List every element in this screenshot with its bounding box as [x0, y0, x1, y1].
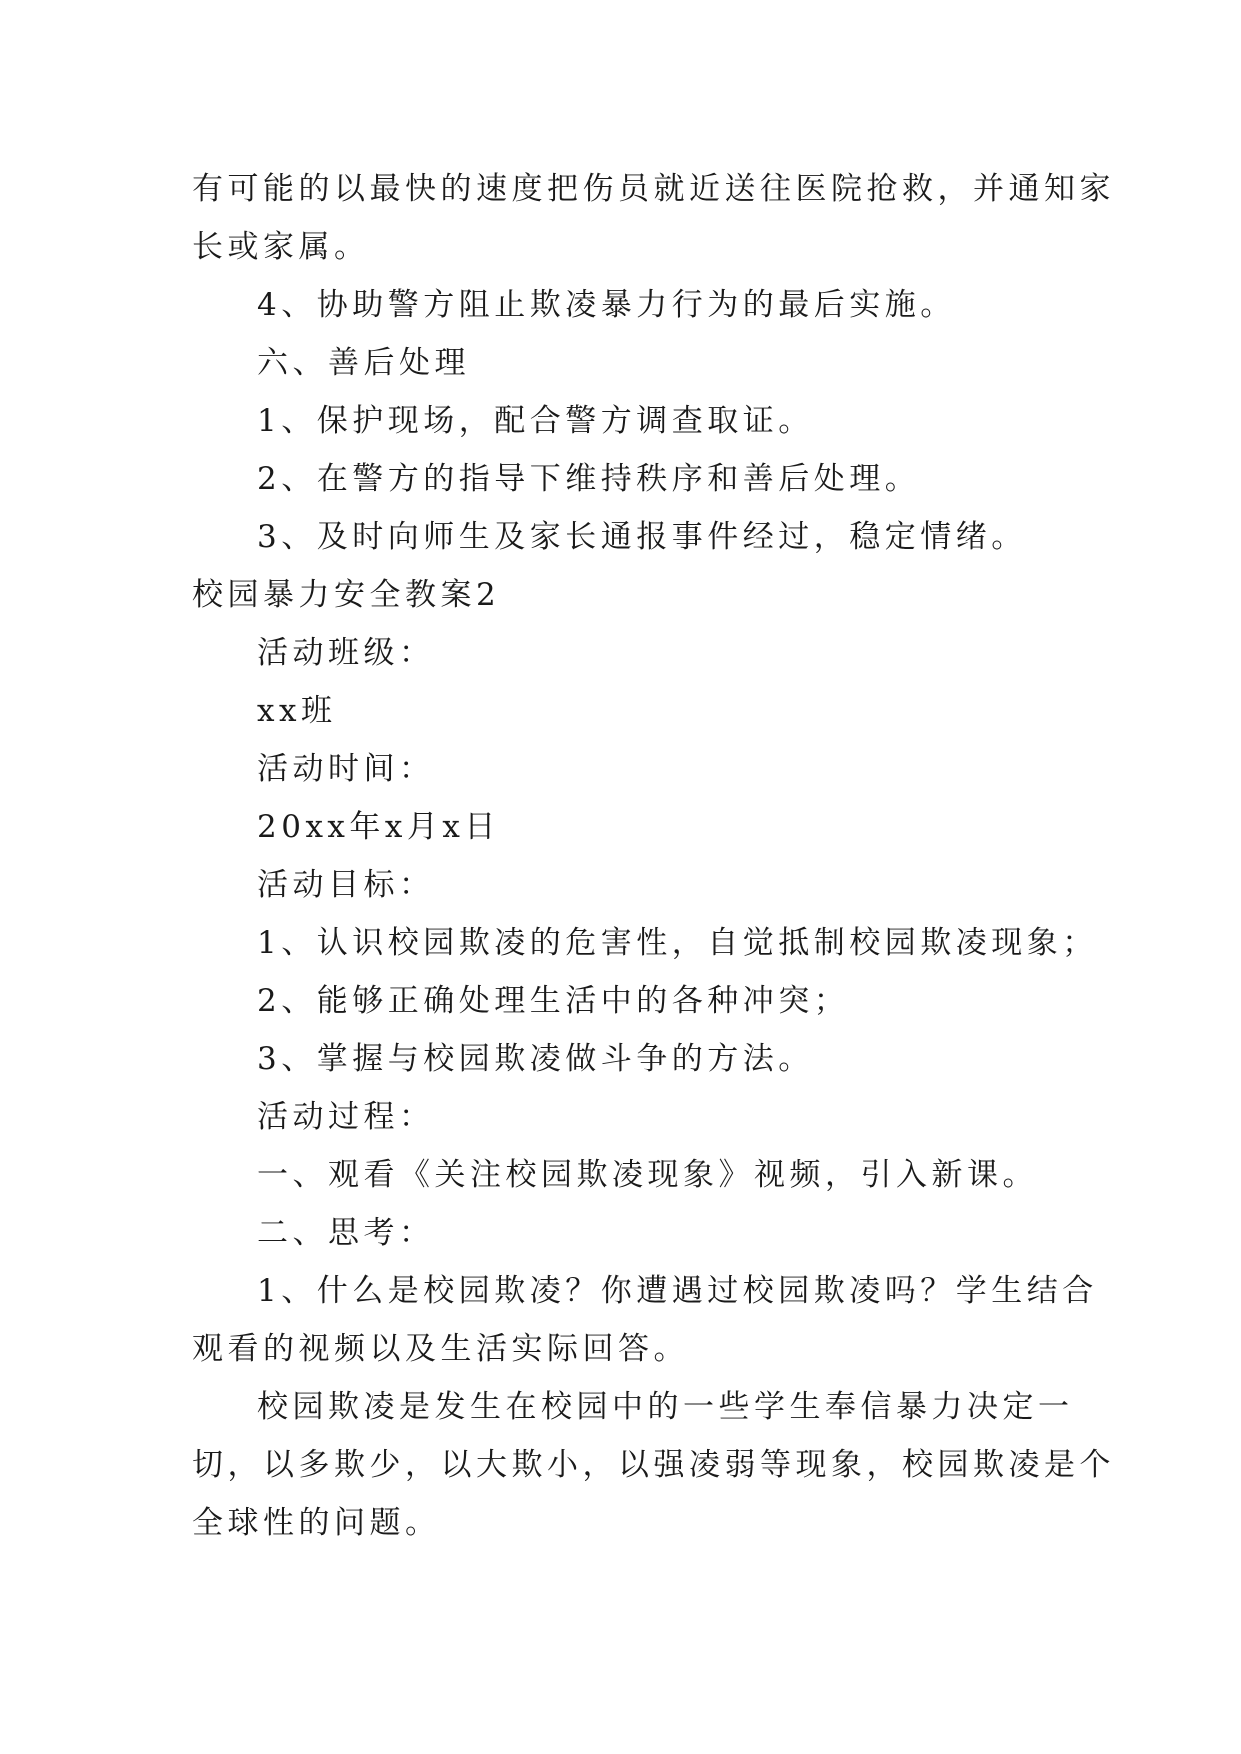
list-item: 1、保护现场，配合警方调查取证。 [257, 403, 814, 439]
field-value: xx班 [257, 693, 337, 729]
body-line: 切，以多欺少，以大欺小，以强凌弱等现象，校园欺凌是个 [192, 1447, 1115, 1483]
document-title: 校园暴力安全教案2 [192, 577, 501, 613]
body-line: 有可能的以最快的速度把伤员就近送往医院抢救，并通知家 [192, 171, 1115, 207]
field-label: 活动时间： [257, 751, 435, 787]
document-body [192, 160, 1115, 1552]
body-line: 全球性的问题。 [192, 1505, 441, 1541]
body-line: 观看的视频以及生活实际回答。 [192, 1331, 689, 1367]
list-item: 一、观看《关注校园欺凌现象》视频，引入新课。 [257, 1157, 1038, 1193]
list-item: 1、什么是校园欺凌？你遭遇过校园欺凌吗？学生结合 [257, 1273, 1098, 1309]
list-item: 1、认识校园欺凌的危害性，自觉抵制校园欺凌现象； [257, 925, 1098, 961]
list-item: 4、协助警方阻止欺凌暴力行为的最后实施。 [257, 287, 956, 323]
field-label: 活动班级： [257, 635, 435, 671]
field-label: 活动过程： [257, 1099, 435, 1135]
list-item: 2、在警方的指导下维持秩序和善后处理。 [257, 461, 921, 497]
field-label: 活动目标： [257, 867, 435, 903]
section-heading: 二、思考： [257, 1215, 435, 1251]
list-item: 3、及时向师生及家长通报事件经过，稳定情绪。 [257, 519, 1027, 555]
body-line: 长或家属。 [192, 229, 370, 265]
body-line: 校园欺凌是发生在校园中的一些学生奉信暴力决定一 [257, 1389, 1074, 1425]
field-value: 20xx年x月x日 [257, 809, 500, 845]
list-item: 3、掌握与校园欺凌做斗争的方法。 [257, 1041, 814, 1077]
section-heading: 六、善后处理 [257, 345, 470, 381]
list-item: 2、能够正确处理生活中的各种冲突； [257, 983, 850, 1019]
